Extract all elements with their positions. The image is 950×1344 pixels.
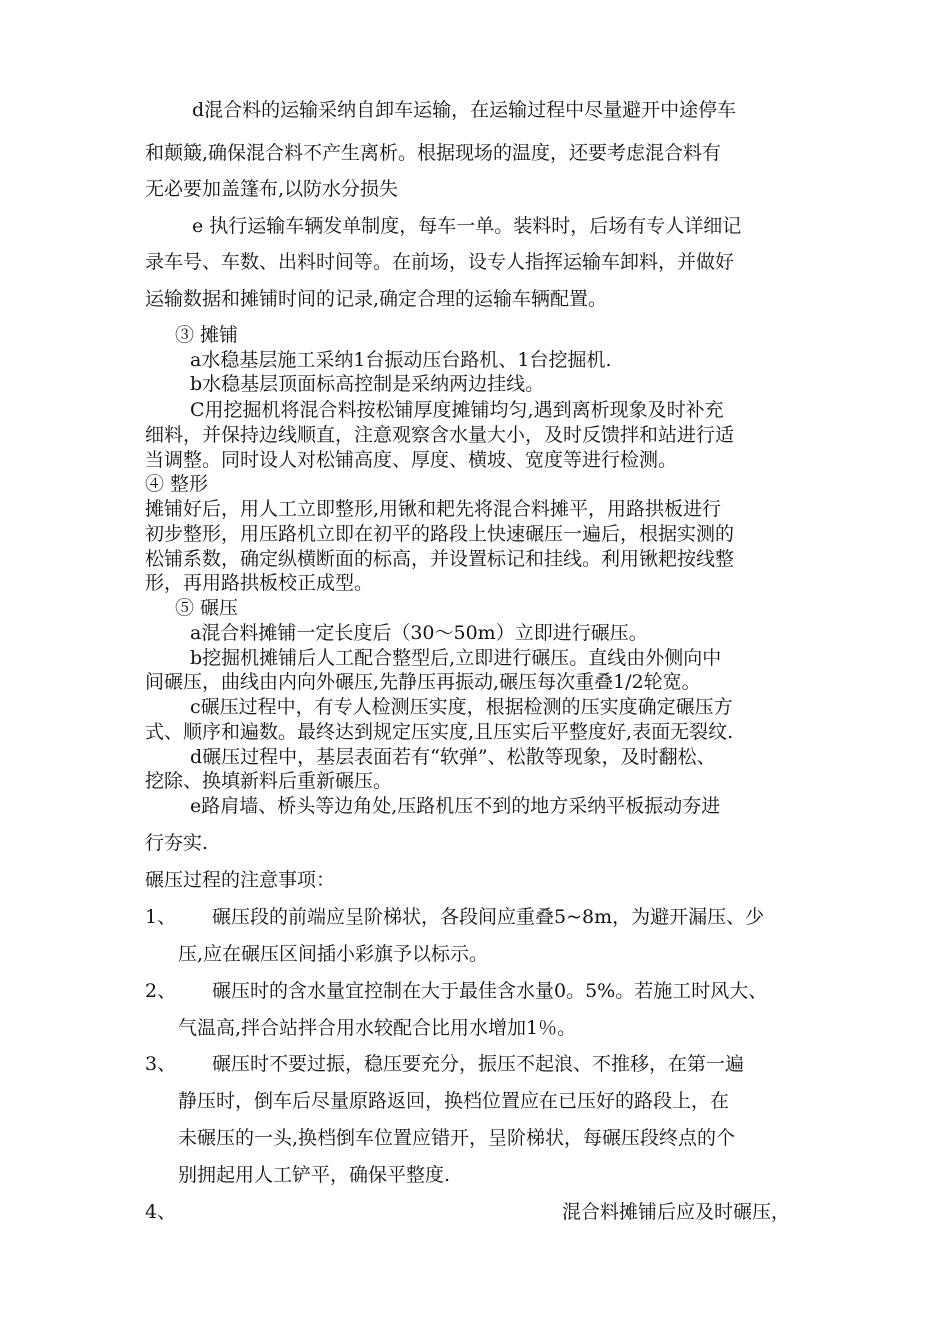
- section-shaping-heading: ④ 整形: [145, 473, 209, 495]
- rolling-item-c-line-2: 式、顺序和遍数。最终达到规定压实度,且压实后平整度好,表面无裂纹.: [145, 721, 734, 743]
- paving-item-b: b水稳基层顶面标高控制是采纳两边挂线。: [190, 373, 545, 395]
- note-3-line-4: 别拥起用人工铲平，确保平整度.: [178, 1164, 451, 1186]
- note-1-line-2: 压,应在碾压区间插小彩旗予以标示。: [178, 943, 489, 965]
- note-4-number: 4、: [145, 1201, 177, 1223]
- notes-heading: 碾压过程的注意事项：: [145, 869, 336, 891]
- paving-item-c-line-3: 当调整。同时设人对松铺高度、厚度、横坡、宽度等进行检测。: [145, 449, 678, 471]
- para-e-line-3: 运输数据和摊铺时间的记录,确定合理的运输车辆配置。: [145, 288, 608, 310]
- note-2-number: 2、: [145, 980, 177, 1002]
- paving-item-c-line-1: C用挖掘机将混合料按松铺厚度摊铺均匀,遇到离析现象及时补充: [190, 399, 724, 421]
- rolling-item-d-line-2: 挖除、换填新料后重新碾压。: [145, 770, 393, 792]
- rolling-item-b-line-2: 间碾压，曲线由内向外碾压,先静压再振动,碾压每次重叠1/2轮宽。: [145, 671, 701, 693]
- para-d-line-3: 无必要加盖篷布,以防水分损失: [145, 178, 399, 200]
- note-2-line-2: 气温高,拌合站拌合用水较配合比用水增加1％。: [178, 1017, 577, 1039]
- rolling-item-c-line-1: c碾压过程中，有专人检测压实度，根据检测的压实度确定碾压方: [190, 696, 733, 718]
- rolling-item-a: a混合料摊铺一定长度后（30～50m）立即进行碾压。: [190, 622, 648, 644]
- paving-item-a: a水稳基层施工采纳1台振动压台路机、1台挖掘机.: [190, 349, 612, 371]
- note-3-number: 3、: [145, 1053, 177, 1075]
- note-3-line-1: 碾压时不要过振，稳压要充分，振压不起浪、不推移，在第一遍: [212, 1053, 745, 1075]
- shaping-line-4: 形，再用路拱板校正成型。: [145, 572, 374, 594]
- section-paving-heading: ③ 摊铺: [175, 324, 239, 346]
- shaping-line-1: 摊铺好后，用人工立即整形,用锹和耙先将混合料摊平，用路拱板进行: [145, 498, 722, 520]
- rolling-item-b-line-1: b挖掘机摊铺后人工配合整型后,立即进行碾压。直线由外侧向中: [190, 647, 722, 669]
- shaping-line-2: 初步整形，用压路机立即在初平的路段上快速碾压一遍后，根据实测的: [145, 523, 735, 545]
- rolling-item-d-line-1: d碾压过程中，基层表面若有“软弹”、松散等现象，及时翻松、: [190, 746, 716, 768]
- section-rolling-heading: ⑤ 碾压: [175, 597, 239, 619]
- shaping-line-3: 松铺系数，确定纵横断面的标高，并设置标记和挂线。利用锹耙按线整: [145, 548, 735, 570]
- paving-item-c-line-2: 细料，并保持边线顺直，注意观察含水量大小，及时反馈拌和站进行适: [145, 424, 735, 446]
- rolling-item-e-line-1: e路肩墙、桥头等边角处,压路机压不到的地方采纳平板振动夯进: [190, 795, 721, 817]
- para-d-line-1: d混合料的运输采纳自卸车运输，在运输过程中尽量避开中途停车: [192, 99, 737, 121]
- note-3-line-3: 未碾压的一头,换档倒车位置应错开，呈阶梯状，每碾压段终点的个: [178, 1127, 736, 1149]
- note-1-number: 1、: [145, 906, 177, 928]
- rolling-item-e-line-2: 行夯实.: [145, 832, 209, 854]
- para-e-line-2: 录车号、车数、出料时间等。在前场，设专人指挥运输车卸料，并做好: [145, 251, 735, 273]
- note-4-line-1: 混合料摊铺后应及时碾压，: [562, 1201, 791, 1223]
- note-2-line-1: 碾压时的含水量宜控制在大于最佳含水量0。5%。若施工时风大、: [212, 980, 768, 1002]
- note-1-line-1: 碾压段的前端应呈阶梯状，各段间应重叠5~8m，为避开漏压、少: [212, 906, 765, 928]
- note-3-line-2: 静压时，倒车后尽量原路返回，换档位置应在已压好的路段上，在: [178, 1090, 730, 1112]
- para-d-line-2: 和颠簸,确保混合料不产生离析。根据现场的温度，还要考虑混合料有: [145, 142, 722, 164]
- para-e-line-1: e 执行运输车辆发单制度，每车一单。装料时，后场有专人详细记: [192, 215, 742, 237]
